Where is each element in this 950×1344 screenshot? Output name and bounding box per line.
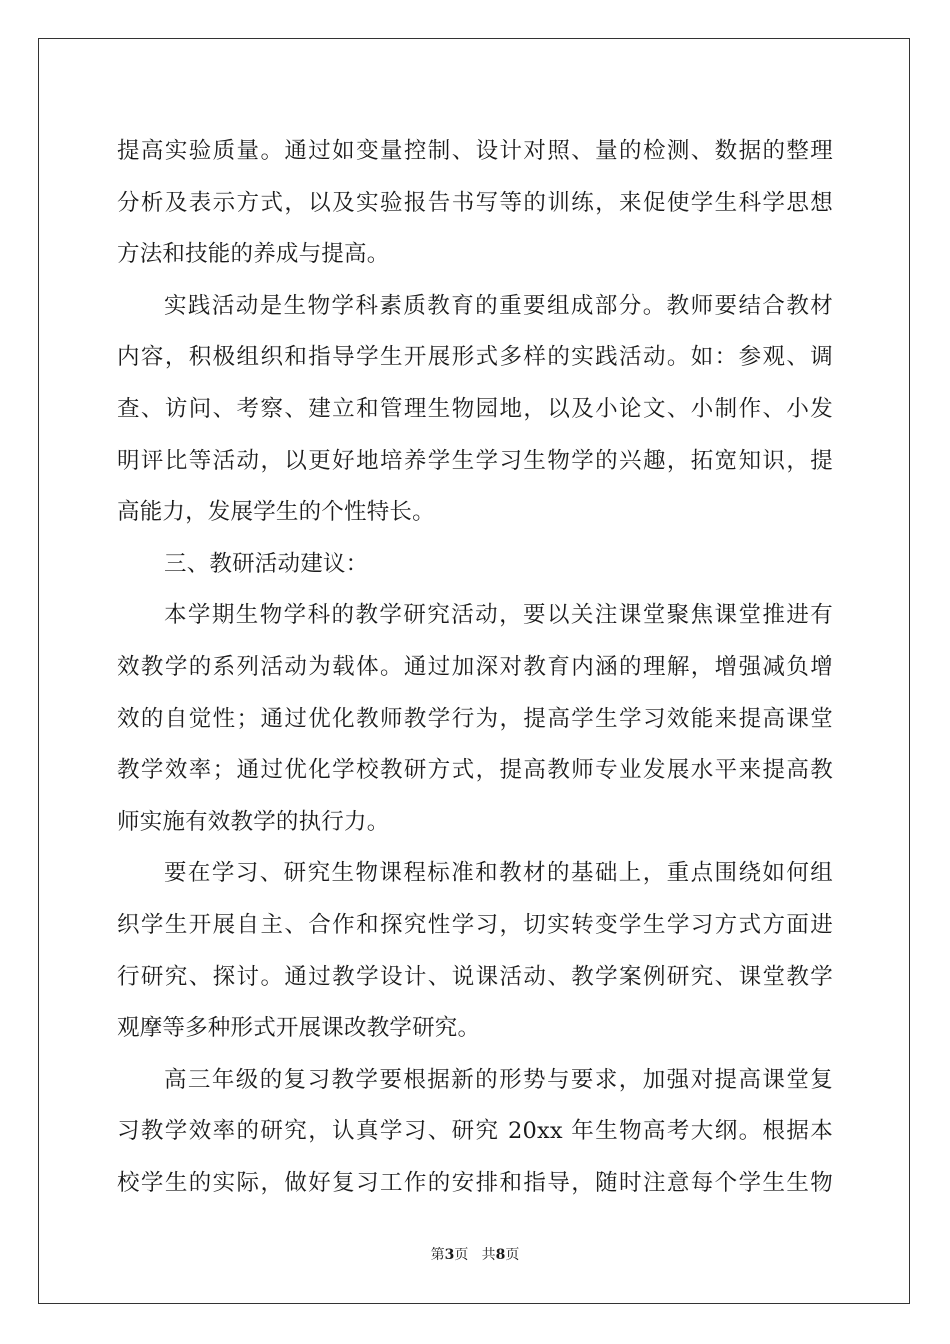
footer-total-prefix: 共 [481,1247,496,1263]
text-line: 高能力，发展学生的个性特长。 [117,499,435,526]
text-line: 习教学效率的研究，认真学习、研究 20xx 年生物高考大纲。根据本 [117,1118,833,1145]
text-line: 分析及表示方式，以及实验报告书写等的训练，来促使学生科学思想 [117,189,833,216]
text-line: 教学效率；通过优化学校教研方式，提高教师专业发展水平来提高教 [117,757,833,784]
footer-page-prefix: 第 [430,1247,445,1263]
footer-page-number: 3 [444,1247,455,1263]
text-line: 观摩等多种形式开展课改教学研究。 [117,1015,481,1042]
document-body [117,126,833,1209]
text-line: 提高实验质量。通过如变量控制、设计对照、量的检测、数据的整理 [117,138,833,164]
text-line: 明评比等活动，以更好地培养学生学习生物学的兴趣，拓宽知识，提 [117,447,833,474]
text-line: 师实施有效教学的执行力。 [117,808,390,835]
paragraph-start-line: 实践活动是生物学科素质教育的重要组成部分。教师要结合教材 [164,292,833,319]
section-heading: 三、教研活动建议： [164,550,369,577]
text-line: 方法和技能的养成与提高。 [117,241,390,268]
text-line: 校学生的实际，做好复习工作的安排和指导，随时注意每个学生生物 [117,1169,833,1196]
footer-page-unit: 页 [454,1247,469,1263]
text-line: 内容，积极组织和指导学生开展形式多样的实践活动。如：参观、调 [117,344,833,371]
paragraph-start-line: 本学期生物学科的教学研究活动，要以关注课堂聚焦课堂推进有 [164,602,833,629]
paragraph-start-line: 高三年级的复习教学要根据新的形势与要求，加强对提高课堂复 [164,1066,833,1093]
text-line: 效的自觉性；通过优化教师教学行为，提高学生学习效能来提高课堂 [117,705,833,732]
paragraph-start-line: 要在学习、研究生物课程标准和教材的基础上，重点围绕如何组 [164,860,833,887]
text-line: 织学生开展自主、合作和探究性学习，切实转变学生学习方式方面进 [117,911,833,938]
footer-total-pages: 8 [495,1247,506,1263]
page-footer [0,1244,950,1264]
text-line: 查、访问、考察、建立和管理生物园地，以及小论文、小制作、小发 [117,395,833,422]
footer-total-unit: 页 [505,1247,520,1263]
text-line: 行研究、探讨。通过教学设计、说课活动、教学案例研究、课堂教学 [117,963,833,990]
text-line: 效教学的系列活动为载体。通过加深对教育内涵的理解，增强减负增 [117,653,833,680]
